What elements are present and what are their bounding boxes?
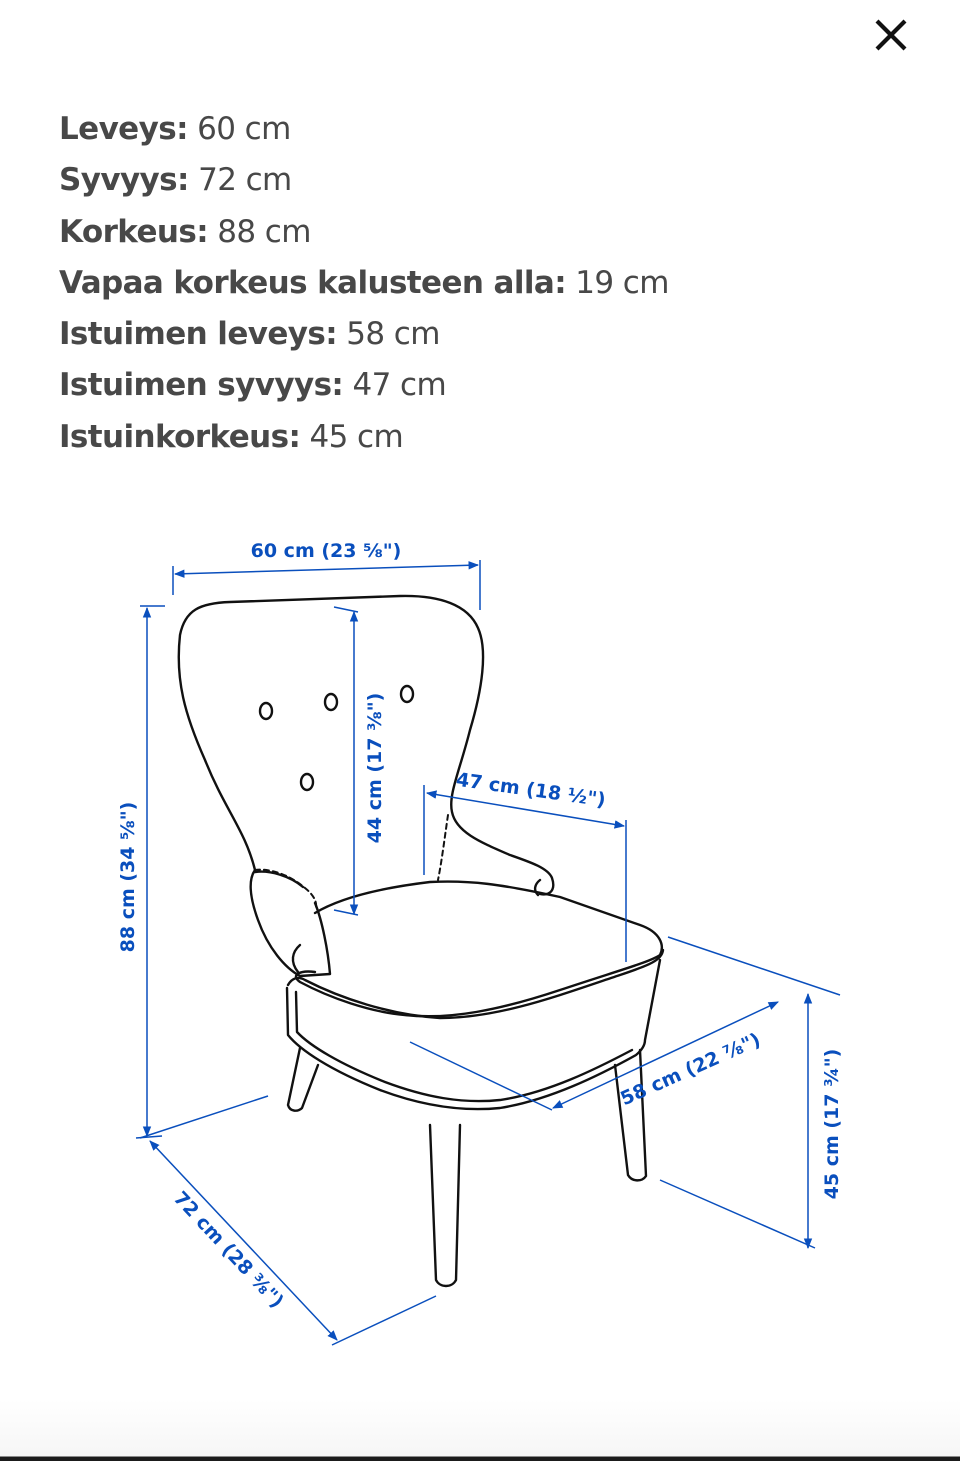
spec-height (59, 207, 669, 258)
bottom-fade (0, 1400, 960, 1456)
spec-free-height-under (59, 258, 669, 309)
spec-depth (59, 155, 669, 206)
spec-width (59, 104, 669, 155)
dim-label-seat-height: 45 cm (17 ¾") (821, 1048, 843, 1200)
spec-value: 88 cm (217, 213, 311, 250)
spec-value: 60 cm (197, 111, 291, 147)
dimensions-list (59, 104, 669, 463)
dim-label-seat-depth: 47 cm (18 ½") (454, 768, 607, 812)
spec-value: 58 cm (346, 316, 440, 353)
spec-value: 45 cm (309, 418, 404, 455)
chair-drawing (179, 596, 663, 1286)
dim-label-depth: 72 cm (28 ⅜") (168, 1187, 288, 1313)
close-icon (874, 18, 908, 52)
dimension-lines (136, 560, 840, 1345)
dim-label-width: 60 cm (23 ⅝") (250, 540, 402, 562)
dim-label-height: 88 cm (34 ⅝") (117, 801, 139, 953)
spec-value: 19 cm (575, 264, 669, 301)
spec-value: 47 cm (352, 367, 447, 404)
close-button[interactable] (866, 10, 916, 60)
spec-seat-height (59, 412, 669, 463)
chair-dimension-diagram (0, 480, 960, 1400)
spec-label: Istuimen syvyys: (59, 367, 344, 404)
dim-label-seat-width: 58 cm (22 ⅞") (617, 1028, 764, 1111)
bottom-edge (0, 1456, 960, 1461)
spec-seat-depth (59, 360, 669, 411)
spec-label: Korkeus: (59, 213, 208, 250)
spec-label: Istuinkorkeus: (59, 418, 301, 455)
spec-seat-width (59, 309, 669, 360)
spec-label: Istuimen leveys: (59, 316, 338, 353)
spec-label: Syvyys: (59, 162, 189, 199)
spec-label: Leveys: (59, 111, 188, 147)
dim-label-back-height: 44 cm (17 ⅜") (364, 692, 386, 844)
spec-value: 72 cm (198, 162, 292, 199)
spec-label: Vapaa korkeus kalusteen alla: (59, 264, 567, 301)
